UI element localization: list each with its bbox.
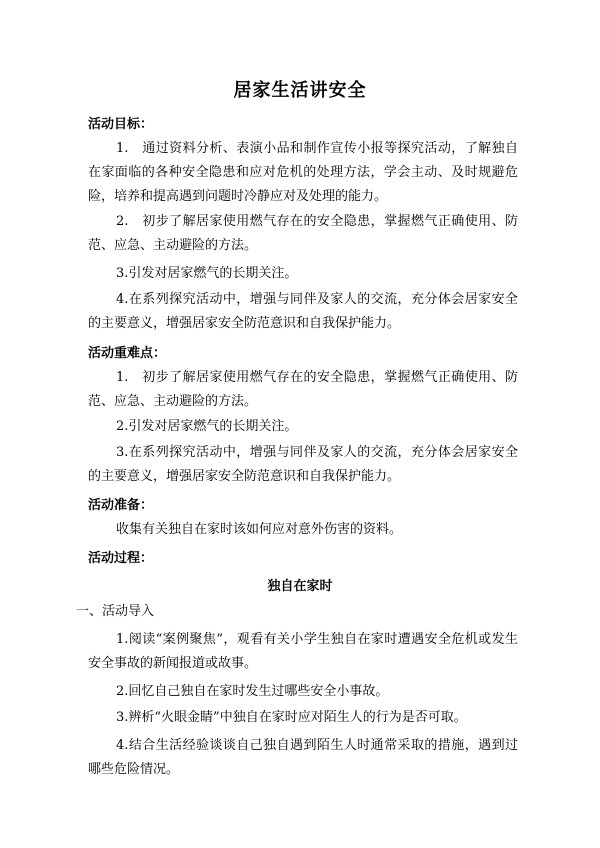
process-item-2: 2.回忆自己独自在家时发生过哪些安全小事故。 [116,684,389,699]
goals-heading: 活动目标： [88,117,154,132]
preparation-heading: 活动准备： [88,498,154,513]
process-heading: 活动过程： [88,551,154,566]
process-item-3: 3.辨析“火眼金睛”中独自在家时应对陌生人的行为是否可取。 [116,710,467,725]
key-points-item-1: 1. 初步了解居家使用燃气存在的安全隐患，掌握燃气正确使用、防范、应急、主动避险的方法。 [88,370,518,409]
goals-item-1: 1. 通过资料分析、表演小品和制作宣传小报等探究活动，了解独自在家面临的各种安全隐患和应对危机的处理方法，学会主动、及时规避危险，培养和提高遇到问题时冷静应对及处理的能力。 [88,141,518,204]
goals-item-4: 4.在系列探究活动中，增强与同伴及家人的交流，充分体会居家安全的主要意义，增强居家安全防范意识和自我保护能力。 [88,292,518,331]
key-points-heading: 活动重难点： [88,346,167,361]
process-item-1: 1.阅读“案例聚焦”，观看有关小学生独自在家时遭遇安全危机或发生安全事故的新闻报道或故事。 [88,632,518,671]
goals-item-3: 3.引发对居家燃气的长期关注。 [116,266,298,281]
preparation-text: 收集有关独自在家时该如何应对意外伤害的资料。 [116,522,403,537]
goals-item-2: 2. 初步了解居家使用燃气存在的安全隐患，掌握燃气正确使用、防范、应急、主动避险的方法。 [88,214,518,253]
document-title: 居家生活讲安全 [233,80,367,101]
process-item-4: 4.结合生活经验谈谈自己独自遇到陌生人时通常采取的措施，遇到过哪些危险情况。 [88,738,518,777]
process-section-title: 独自在家时 [267,579,333,594]
process-subheading: 一、活动导入 [76,604,155,619]
key-points-item-2: 2.引发对居家燃气的长期关注。 [116,419,298,434]
key-points-item-3: 3.在系列探究活动中，增强与同伴及家人的交流，充分体会居家安全的主要意义，增强居家安全防范意识和自我保护能力。 [88,445,518,484]
